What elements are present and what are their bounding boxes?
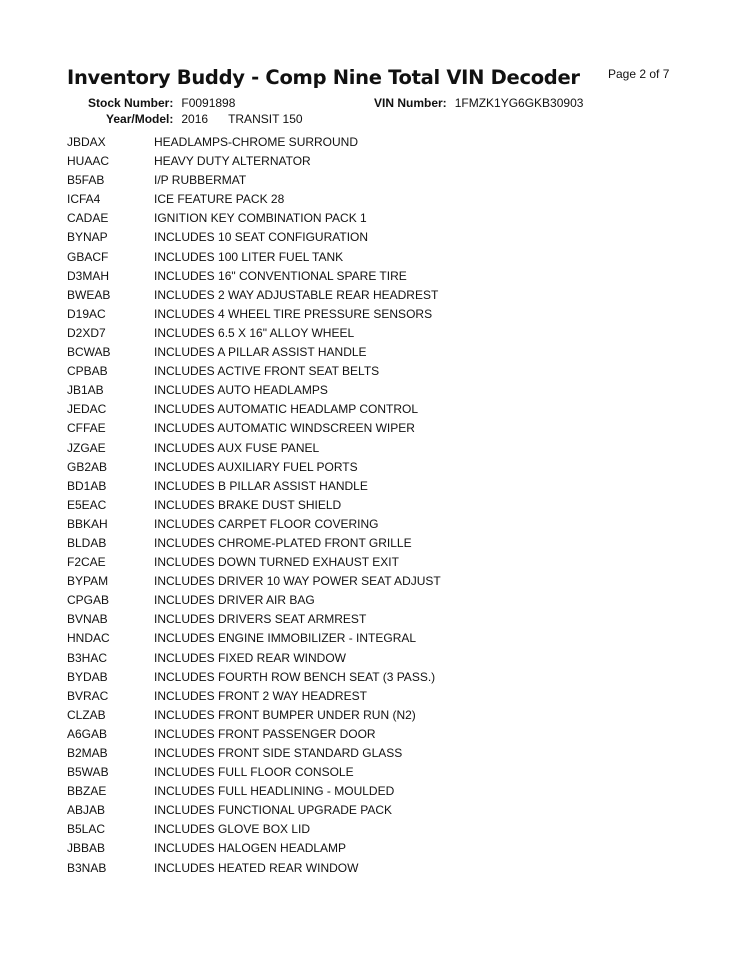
option-code: JBDAX: [67, 135, 106, 149]
option-description: INCLUDES 2 WAY ADJUSTABLE REAR HEADREST: [154, 287, 439, 302]
option-code: CFFAE: [67, 421, 106, 436]
list-item: [67, 496, 687, 515]
option-description: INCLUDES FULL HEADLINING - MOULDED: [154, 784, 395, 799]
list-item: [67, 591, 687, 610]
option-description: INCLUDES AUX FUSE PANEL: [154, 440, 320, 455]
option-code: BYDAB: [67, 669, 108, 684]
option-description: INCLUDES A PILLAR ASSIST HANDLE: [154, 345, 367, 360]
option-code: F2CAE: [67, 555, 106, 570]
option-description: INCLUDES DRIVER 10 WAY POWER SEAT ADJUST: [154, 574, 441, 589]
list-item: [67, 209, 687, 228]
option-code: B3NAB: [67, 860, 107, 875]
vin-number-label: VIN Number:: [374, 96, 447, 110]
option-description: INCLUDES DOWN TURNED EXHAUST EXIT: [154, 555, 399, 570]
list-item: [67, 286, 687, 305]
option-code: HNDAC: [67, 631, 110, 646]
list-item: [67, 267, 687, 286]
option-code: BVRAC: [67, 688, 109, 703]
list-item: [67, 725, 687, 744]
stock-number-field: [88, 96, 235, 110]
option-code: CPGAB: [67, 593, 110, 608]
list-item: [67, 400, 687, 419]
stock-number-label: Stock Number:: [88, 96, 174, 110]
option-description: INCLUDES GLOVE BOX LID: [154, 822, 311, 837]
option-code: BWEAB: [67, 287, 111, 302]
option-code: BBKAH: [67, 516, 108, 531]
stock-number-value: F0091898: [181, 96, 236, 110]
year-model-field: [106, 112, 303, 126]
option-description: INCLUDES DRIVER AIR BAG: [154, 593, 315, 608]
list-item: [67, 305, 687, 324]
option-description: INCLUDES FULL FLOOR CONSOLE: [154, 765, 354, 780]
option-description: INCLUDES AUTO HEADLAMPS: [154, 383, 328, 398]
option-code: BLDAB: [67, 535, 107, 550]
option-description: INCLUDES CHROME-PLATED FRONT GRILLE: [154, 535, 412, 550]
list-item: [67, 687, 687, 706]
list-item: [67, 553, 687, 572]
option-code: B3HAC: [67, 650, 108, 665]
year-value: 2016: [181, 112, 209, 126]
option-code: BD1AB: [67, 478, 107, 493]
list-item: [67, 534, 687, 553]
list-item: [67, 362, 687, 381]
option-description: INCLUDES FRONT BUMPER UNDER RUN (N2): [154, 707, 416, 722]
option-description: INCLUDES BRAKE DUST SHIELD: [154, 497, 342, 512]
page-number: Page 2 of 7: [608, 67, 670, 81]
option-code: BYPAM: [67, 574, 109, 589]
list-item: [67, 515, 687, 534]
option-code: ICFA4: [67, 192, 101, 207]
option-code: D2XD7: [67, 325, 106, 340]
option-code: ABJAB: [67, 803, 106, 818]
option-code: E5EAC: [67, 497, 107, 512]
year-model-label: Year/Model:: [106, 112, 174, 126]
list-item: [67, 859, 687, 878]
list-item: [67, 152, 687, 171]
list-item: [67, 190, 687, 209]
list-item: [67, 228, 687, 247]
option-code: GBACF: [67, 249, 109, 264]
option-description: IGNITION KEY COMBINATION PACK 1: [154, 211, 367, 226]
list-item: [67, 343, 687, 362]
option-code: BYNAP: [67, 230, 108, 245]
list-item: [67, 782, 687, 801]
option-description: INCLUDES HEATED REAR WINDOW: [154, 860, 359, 875]
option-code-list: [67, 133, 687, 878]
list-item: [67, 572, 687, 591]
list-item: [67, 744, 687, 763]
option-description: INCLUDES 10 SEAT CONFIGURATION: [154, 230, 369, 245]
option-code: B2MAB: [67, 746, 108, 760]
option-description: INCLUDES AUTOMATIC HEADLAMP CONTROL: [154, 402, 419, 417]
list-item: [67, 839, 687, 858]
option-description: INCLUDES FUNCTIONAL UPGRADE PACK: [154, 803, 393, 818]
option-description: INCLUDES CARPET FLOOR COVERING: [154, 516, 379, 531]
option-code: GB2AB: [67, 459, 108, 474]
option-description: INCLUDES B PILLAR ASSIST HANDLE: [154, 478, 368, 493]
option-code: BVNAB: [67, 612, 108, 627]
option-description: I/P RUBBERMAT: [154, 173, 247, 188]
list-item: [67, 419, 687, 438]
option-description: HEAVY DUTY ALTERNATOR: [154, 154, 311, 169]
list-item: [67, 171, 687, 190]
list-item: [67, 668, 687, 687]
option-description: INCLUDES HALOGEN HEADLAMP: [154, 841, 347, 856]
list-item: [67, 381, 687, 400]
option-code: D3MAH: [67, 268, 110, 283]
list-item: [67, 801, 687, 820]
option-code: JZGAE: [67, 440, 106, 455]
option-code: B5WAB: [67, 765, 109, 780]
option-code: CADAE: [67, 211, 109, 226]
option-code: BCWAB: [67, 345, 111, 360]
option-description: INCLUDES FIXED REAR WINDOW: [154, 650, 347, 665]
option-description: INCLUDES FRONT PASSENGER DOOR: [154, 726, 376, 741]
list-item: [67, 248, 687, 267]
option-code: B5LAC: [67, 822, 106, 837]
list-item: [67, 610, 687, 629]
list-item: [67, 820, 687, 839]
option-description: INCLUDES 6.5 X 16" ALLOY WHEEL: [154, 325, 355, 340]
list-item: [67, 324, 687, 343]
option-description: HEADLAMPS-CHROME SURROUND: [154, 135, 359, 149]
vin-number-field: [374, 96, 583, 110]
option-description: ICE FEATURE PACK 28: [154, 192, 285, 207]
list-item: [67, 439, 687, 458]
option-code: A6GAB: [67, 726, 108, 741]
list-item: [67, 706, 687, 725]
option-code: JEDAC: [67, 402, 107, 417]
list-item: [67, 133, 687, 152]
option-description: INCLUDES FOURTH ROW BENCH SEAT (3 PASS.): [154, 669, 436, 684]
vin-number-value: 1FMZK1YG6GKB30903: [454, 96, 584, 110]
option-code: CPBAB: [67, 364, 108, 379]
option-code: CLZAB: [67, 707, 106, 722]
option-description: INCLUDES 4 WHEEL TIRE PRESSURE SENSORS: [154, 306, 433, 321]
list-item: [67, 763, 687, 782]
list-item: [67, 458, 687, 477]
list-item: [67, 629, 687, 648]
option-description: INCLUDES 16" CONVENTIONAL SPARE TIRE: [154, 268, 407, 283]
option-description: INCLUDES DRIVERS SEAT ARMREST: [154, 612, 367, 627]
list-item: [67, 649, 687, 668]
option-description: INCLUDES 100 LITER FUEL TANK: [154, 249, 344, 264]
document-title: Inventory Buddy - Comp Nine Total VIN Decoder: [67, 66, 580, 89]
option-code: B5FAB: [67, 173, 105, 188]
option-code: BBZAE: [67, 784, 107, 799]
option-code: HUAAC: [67, 154, 110, 169]
option-description: INCLUDES FRONT SIDE STANDARD GLASS: [154, 746, 403, 760]
list-item: [67, 477, 687, 496]
option-description: INCLUDES ENGINE IMMOBILIZER - INTEGRAL: [154, 631, 417, 646]
option-code: JB1AB: [67, 383, 104, 398]
option-description: INCLUDES AUTOMATIC WINDSCREEN WIPER: [154, 421, 415, 436]
option-code: D19AC: [67, 306, 106, 321]
model-value: TRANSIT 150: [228, 112, 303, 126]
option-description: INCLUDES ACTIVE FRONT SEAT BELTS: [154, 364, 380, 379]
option-description: INCLUDES AUXILIARY FUEL PORTS: [154, 459, 358, 474]
option-description: INCLUDES FRONT 2 WAY HEADREST: [154, 688, 367, 703]
option-code: JBBAB: [67, 841, 106, 856]
